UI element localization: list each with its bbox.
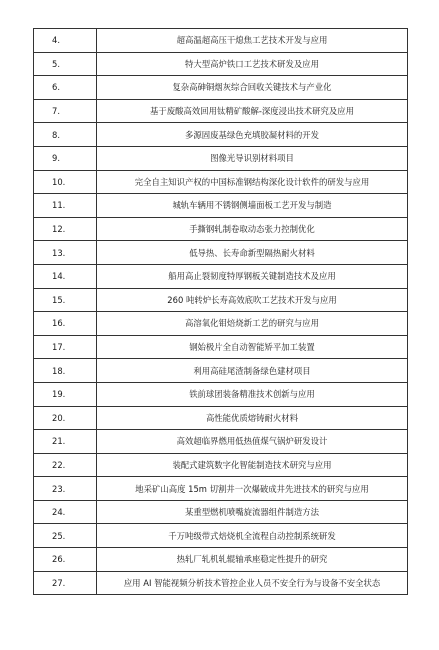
table-row: [34, 241, 408, 265]
row-number-cell: 6.: [34, 76, 97, 100]
row-number-cell: 23.: [34, 477, 97, 501]
row-number-cell: 27.: [34, 571, 97, 595]
project-name-cell: 装配式建筑数字化智能制造技术研究与应用: [97, 453, 408, 477]
table-row: [34, 571, 408, 595]
project-name-cell: 复杂高砷铜烟灰综合回收关键技术与产业化: [97, 76, 408, 100]
project-name-cell: 地采矿山高度 15m 切割井一次爆破成井先进技术的研究与应用: [97, 477, 408, 501]
row-number-cell: 21.: [34, 430, 97, 454]
table-body: [34, 29, 408, 595]
table-row: [34, 548, 408, 572]
project-name-cell: 多源固废基绿色充填胶凝材料的开发: [97, 123, 408, 147]
project-name-cell: 高性能优质熔铸耐火材料: [97, 406, 408, 430]
table-row: [34, 194, 408, 218]
table-row: [34, 406, 408, 430]
row-number-cell: 26.: [34, 548, 97, 572]
project-name-cell: 热轧厂轧机轧辊轴承座稳定性提升的研究: [97, 548, 408, 572]
row-number-cell: 15.: [34, 288, 97, 312]
row-number-cell: 8.: [34, 123, 97, 147]
row-number-cell: 17.: [34, 335, 97, 359]
table-row: [34, 99, 408, 123]
row-number-cell: 10.: [34, 170, 97, 194]
table-row: [34, 382, 408, 406]
row-number-cell: 11.: [34, 194, 97, 218]
row-number-cell: 22.: [34, 453, 97, 477]
project-name-cell: 铁前球团装备精准技术创新与应用: [97, 382, 408, 406]
table-row: [34, 52, 408, 76]
project-name-cell: 低导热、长寿命新型隔热耐火材料: [97, 241, 408, 265]
project-name-cell: 特大型高炉铁口工艺技术研发及应用: [97, 52, 408, 76]
table-row: [34, 146, 408, 170]
row-number-cell: 25.: [34, 524, 97, 548]
project-table: [33, 28, 408, 595]
row-number-cell: 5.: [34, 52, 97, 76]
row-number-cell: 12.: [34, 217, 97, 241]
table-row: [34, 170, 408, 194]
row-number-cell: 4.: [34, 29, 97, 53]
project-name-cell: 钢始极片全自动智能矫平加工装置: [97, 335, 408, 359]
project-name-cell: 千万吨级带式焙烧机全流程自动控制系统研发: [97, 524, 408, 548]
table-row: [34, 430, 408, 454]
project-name-cell: 应用 AI 智能视频分析技术管控企业人员不安全行为与设备不安全状态: [97, 571, 408, 595]
row-number-cell: 7.: [34, 99, 97, 123]
table-row: [34, 335, 408, 359]
project-name-cell: 高溶氧化钼焙烧新工艺的研究与应用: [97, 312, 408, 336]
project-name-cell: 某重型燃机喷嘴旋流器组件制造方法: [97, 500, 408, 524]
project-name-cell: 手撕钢轧制卷取动态张力控制优化: [97, 217, 408, 241]
table-row: [34, 453, 408, 477]
table-row: [34, 312, 408, 336]
table-row: [34, 29, 408, 53]
table-row: [34, 500, 408, 524]
project-name-cell: 超高温超高压干熄焦工艺技术开发与应用: [97, 29, 408, 53]
table-row: [34, 123, 408, 147]
row-number-cell: 20.: [34, 406, 97, 430]
project-name-cell: 完全自主知识产权的中国标准钢结构深化设计软件的研发与应用: [97, 170, 408, 194]
row-number-cell: 19.: [34, 382, 97, 406]
project-name-cell: 高效超临界燃用低热值煤气锅炉研发设计: [97, 430, 408, 454]
row-number-cell: 16.: [34, 312, 97, 336]
row-number-cell: 9.: [34, 146, 97, 170]
table-row: [34, 288, 408, 312]
row-number-cell: 13.: [34, 241, 97, 265]
project-name-cell: 城轨车辆用不锈钢侧墙面板工艺开发与制造: [97, 194, 408, 218]
project-name-cell: 260 吨转炉长寿高效底吹工艺技术开发与应用: [97, 288, 408, 312]
row-number-cell: 14.: [34, 264, 97, 288]
table-row: [34, 359, 408, 383]
row-number-cell: 24.: [34, 500, 97, 524]
project-name-cell: 基于废酸高效回用钛精矿酸解-深度浸出技术研究及应用: [97, 99, 408, 123]
row-number-cell: 18.: [34, 359, 97, 383]
project-name-cell: 船用高止裂韧度特厚钢板关键制造技术及应用: [97, 264, 408, 288]
table-row: [34, 264, 408, 288]
table-row: [34, 477, 408, 501]
table-row: [34, 217, 408, 241]
project-name-cell: 利用高硅尾渣制备绿色建材项目: [97, 359, 408, 383]
table-row: [34, 524, 408, 548]
project-name-cell: 图像光导识别材料项目: [97, 146, 408, 170]
table-row: [34, 76, 408, 100]
